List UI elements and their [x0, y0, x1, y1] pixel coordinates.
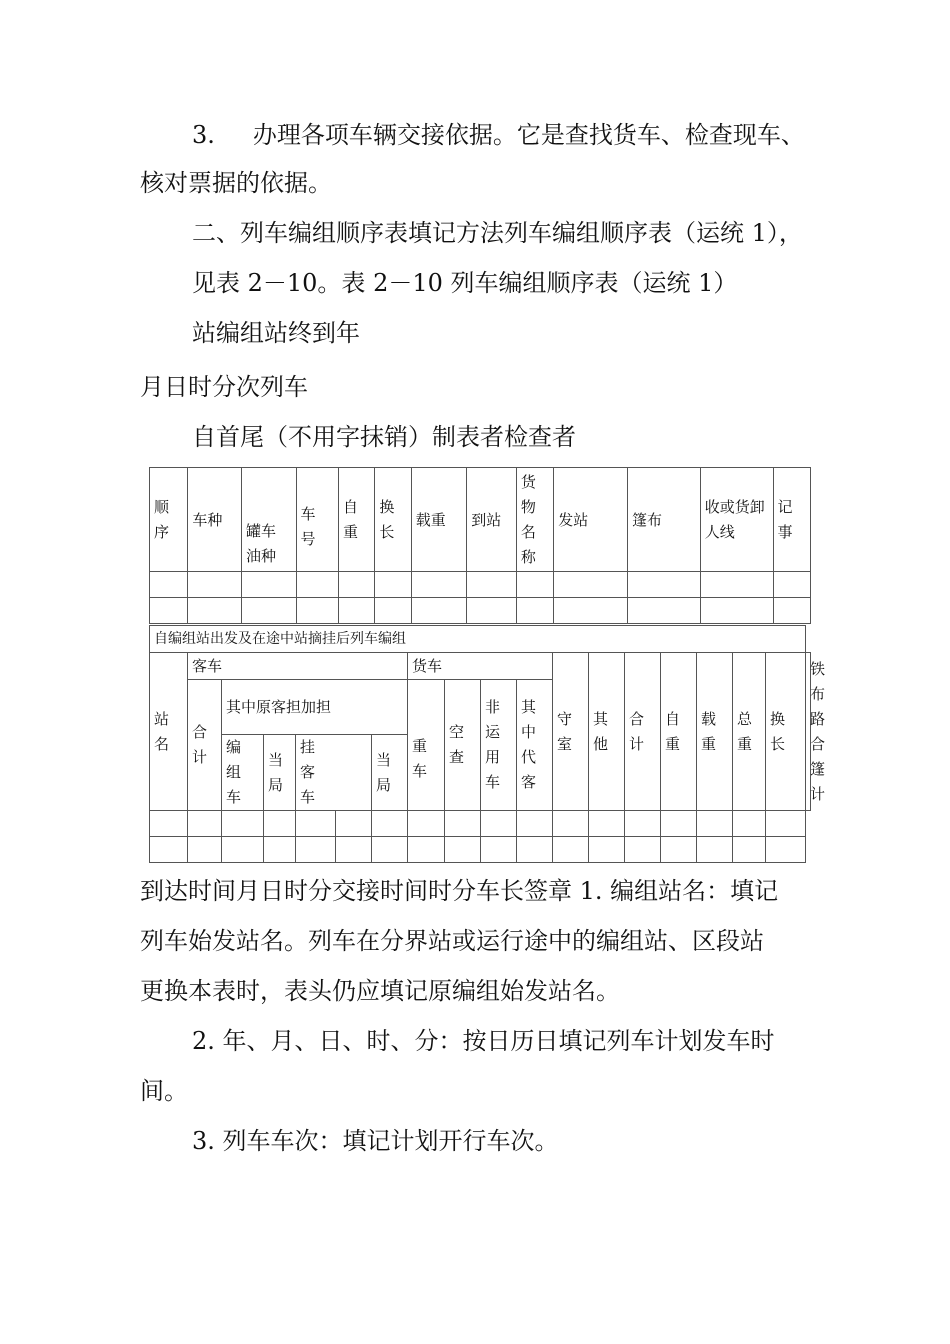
header-sequence: 顺序 — [150, 468, 188, 572]
header-guard: 守室 — [553, 653, 589, 811]
header-freight: 货车 — [408, 653, 553, 680]
table-heading-line: 自首尾（不用字抹销）制表者检查者 — [192, 423, 576, 451]
header-car-number: 车号 — [296, 468, 338, 572]
consist-table-lower — [149, 625, 826, 863]
table-heading-line: 月日时分次列车 — [140, 373, 308, 401]
paragraph-line: 二、列车编组顺序表填记方法列车编组顺序表（运统 1）， — [192, 219, 803, 247]
table-row — [150, 811, 811, 837]
header-remarks: 记事 — [773, 468, 810, 572]
header-load: 载重 — [411, 468, 467, 572]
header-tarp: 篷布 — [627, 468, 700, 572]
paragraph-line: 列车始发站名。列车在分界站或运行途中的编组站、区段站 — [140, 927, 764, 955]
paragraph-line: 间。 — [140, 1077, 188, 1105]
header-tarp-total: 铁布路合篷计 — [806, 653, 811, 811]
header-total-2: 合计 — [625, 653, 661, 811]
header-passenger: 客车 — [188, 653, 408, 680]
header-non-operating: 非运用车 — [481, 680, 517, 811]
header-heavy: 重车 — [408, 680, 445, 811]
paragraph-line: 3. 列车车次：填记计划开行车次。 — [192, 1127, 559, 1155]
header-local-1: 当局 — [264, 735, 296, 811]
table-row — [150, 598, 811, 624]
header-car-type: 车种 — [188, 468, 242, 572]
item-text: 办理各项车辆交接依据。它是查找货车、检查现车、 — [252, 121, 805, 149]
header-sub-group: 其中原客担加担 — [222, 680, 408, 735]
header-goods-name: 货物名称 — [516, 468, 553, 572]
paragraph-line: 见表 2－10。表 2－10 列车编组顺序表（运统 1） — [192, 269, 738, 297]
header-local-2: 当局 — [372, 735, 408, 811]
header-length: 换长 — [375, 468, 411, 572]
item-number: 3. — [192, 121, 215, 149]
paragraph-line: 2. 年、月、日、时、分：按日历日填记列车计划发车时 — [192, 1027, 775, 1055]
paragraph-line: 更换本表时，表头仍应填记原编组始发站名。 — [140, 977, 620, 1005]
consist-table-upper — [149, 467, 811, 624]
header-total: 合计 — [188, 680, 222, 811]
table-row — [150, 572, 811, 598]
header-consignee-line: 收或货卸人线 — [700, 468, 773, 572]
header-origin: 发站 — [554, 468, 628, 572]
header-self-weight-2: 自重 — [661, 653, 697, 811]
paragraph-line: 到达时间月日时分交接时间时分车长签章 1. 编组站名：填记 — [140, 877, 779, 905]
header-other: 其他 — [589, 653, 625, 811]
header-gross-weight: 总重 — [733, 653, 766, 811]
table-heading-line: 站编组站终到年 — [192, 319, 360, 347]
header-empty: 空查 — [445, 680, 481, 811]
header-in-which: 其中代客 — [517, 680, 553, 811]
header-hung-car: 挂客车 — [296, 735, 372, 811]
header-formed-car: 编组车 — [222, 735, 264, 811]
paragraph-line — [192, 120, 805, 150]
header-length-2: 换长 — [766, 653, 806, 811]
table-row — [150, 837, 811, 863]
header-station-name: 站名 — [150, 653, 188, 811]
header-load-weight: 载重 — [697, 653, 733, 811]
header-tank-oil: 罐车油种 — [241, 468, 296, 572]
header-self-weight: 自重 — [338, 468, 374, 572]
paragraph-line: 核对票据的依据。 — [140, 169, 332, 197]
table-banner: 自编组站出发及在途中站摘挂后列车编组 — [150, 626, 806, 653]
header-destination: 到站 — [467, 468, 517, 572]
